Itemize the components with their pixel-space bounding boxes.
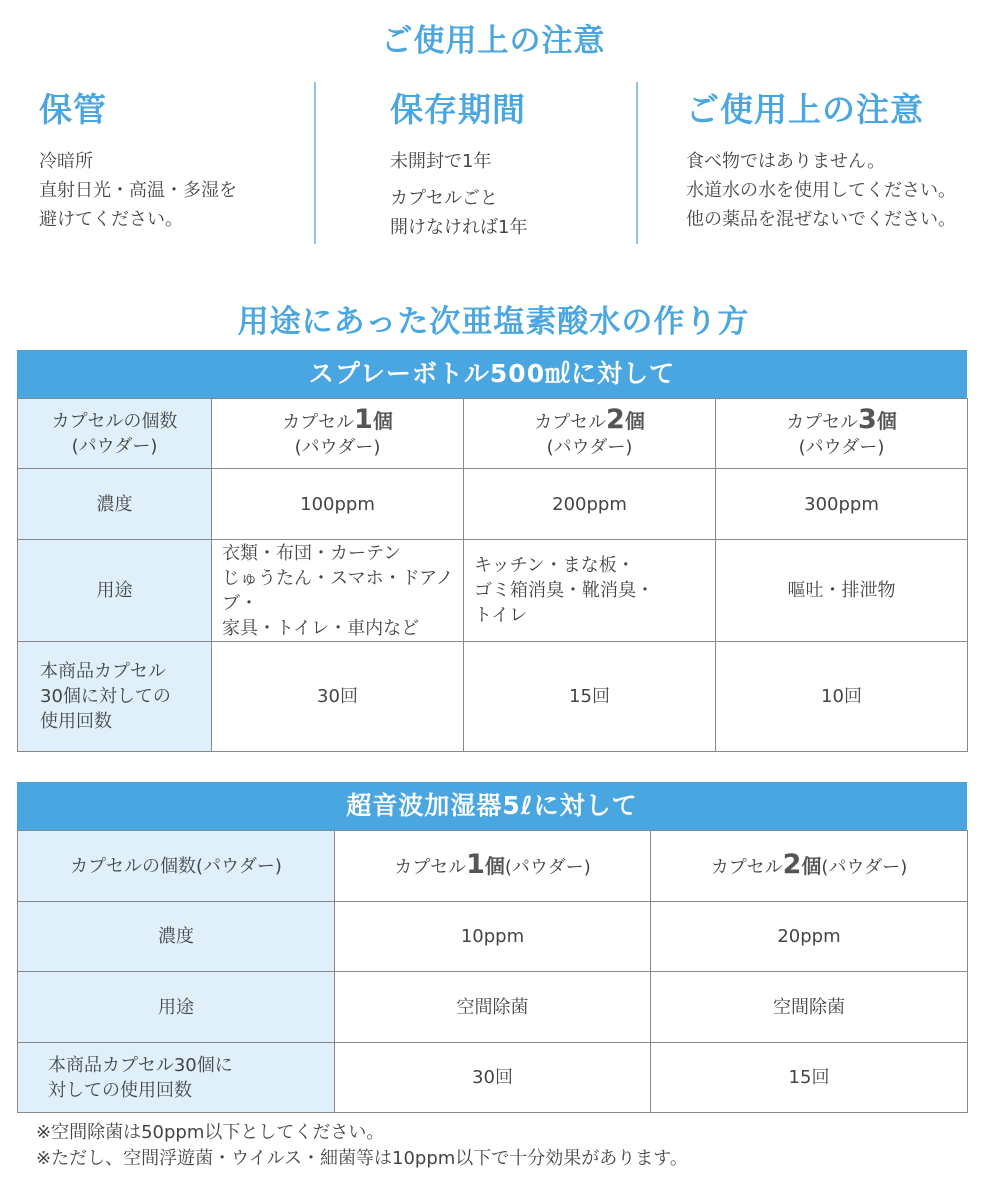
usage-label: 用途 — [18, 972, 335, 1043]
use-count-label — [18, 1043, 335, 1113]
capsule-number: 1 — [354, 404, 373, 435]
cell-text: 衣類・布団・カーテン — [222, 542, 402, 564]
caution-line: 水道水の水を使用してください。 — [686, 180, 956, 201]
cell-text: (パウダー) — [821, 857, 908, 878]
concentration-cell: 10ppm — [335, 902, 651, 972]
storage-line: 避けてください。 — [39, 209, 183, 230]
humidifier-band: 超音波加湿器5ℓに対して — [17, 782, 967, 830]
cell-text: 個 — [624, 409, 645, 433]
table-row — [18, 972, 968, 1043]
humidifier-table — [17, 830, 968, 1113]
shelf-life-column — [390, 84, 620, 249]
capsule-cell — [212, 399, 464, 469]
capsule-cell — [464, 399, 716, 469]
table-row — [18, 399, 968, 469]
shelf-life-line: 未開封で1年 — [390, 151, 492, 172]
capsule-number: 1 — [466, 849, 485, 880]
usage-cell — [464, 540, 716, 642]
column-divider — [636, 82, 638, 244]
capsule-number: 3 — [858, 404, 877, 435]
cell-text: カプセル — [710, 857, 783, 878]
table-row — [18, 902, 968, 972]
concentration-cell: 100ppm — [212, 469, 464, 540]
spray-bottle-table — [17, 398, 968, 752]
footnote: ※ただし、空間浮遊菌・ウイルス・細菌等は10ppm以下で十分効果があります。 — [36, 1148, 688, 1169]
concentration-label: 濃度 — [18, 469, 212, 540]
storage-column — [39, 84, 299, 249]
top-title: ご使用上の注意 — [381, 23, 606, 59]
use-count-cell: 10回 — [716, 642, 968, 752]
label-text: 対しての使用回数 — [48, 1079, 192, 1101]
shelf-life-line: カプセルごと — [390, 188, 498, 209]
caution-column — [686, 84, 982, 249]
table-row — [18, 540, 968, 642]
capsule-count-label: カプセルの個数(パウダー) — [18, 831, 335, 902]
cell-text: 個 — [801, 854, 822, 878]
cell-text: カプセル — [282, 412, 355, 433]
use-count-cell: 15回 — [464, 642, 716, 752]
cell-text: (パウダー) — [798, 437, 885, 458]
footnote: ※空間除菌は50ppm以下としてください。 — [36, 1122, 385, 1143]
table-row — [18, 469, 968, 540]
cell-text: じゅうたん・スマホ・ドアノブ・ — [222, 567, 454, 614]
table-row — [18, 642, 968, 752]
table-row — [18, 831, 968, 902]
cell-text: (パウダー) — [294, 437, 381, 458]
label-text: 本商品カプセル — [40, 661, 166, 682]
label-text: 30個に対しての — [40, 686, 171, 707]
shelf-life-heading: 保存期間 — [390, 90, 526, 129]
concentration-cell: 20ppm — [651, 902, 968, 972]
caution-line: 他の薬品を混ぜないでください。 — [686, 209, 956, 230]
capsule-cell — [335, 831, 651, 902]
caution-line: 食べ物ではありません。 — [686, 151, 886, 172]
storage-heading: 保管 — [39, 90, 107, 129]
storage-line: 直射日光・高温・多湿を — [39, 180, 237, 201]
label-text: (パウダー) — [71, 435, 158, 457]
cell-text: 個 — [372, 409, 393, 433]
label-text: 本商品カプセル30個に — [48, 1054, 233, 1076]
cell-text: (パウダー) — [546, 437, 633, 458]
usage-cell: 空間除菌 — [335, 972, 651, 1043]
use-count-cell: 30回 — [335, 1043, 651, 1113]
shelf-life-line: 開けなければ1年 — [390, 217, 528, 238]
concentration-cell: 200ppm — [464, 469, 716, 540]
usage-cell — [212, 540, 464, 642]
label-text: カプセルの個数 — [51, 410, 178, 432]
capsule-count-label — [18, 399, 212, 469]
column-divider — [314, 82, 316, 244]
capsule-cell — [716, 399, 968, 469]
cell-text: トイレ — [474, 605, 528, 626]
cell-text: カプセル — [786, 412, 859, 433]
cell-text: カプセル — [394, 857, 467, 878]
spray-bottle-band: スプレーボトル500㎖に対して — [17, 350, 967, 398]
capsule-cell — [651, 831, 968, 902]
cell-text: (パウダー) — [504, 857, 591, 878]
usage-cell: 空間除菌 — [651, 972, 968, 1043]
cell-text: ゴミ箱消臭・靴消臭・ — [474, 580, 654, 601]
concentration-label: 濃度 — [18, 902, 335, 972]
cell-text: カプセル — [534, 412, 607, 433]
usage-label: 用途 — [18, 540, 212, 642]
cell-text: 嘔吐・排泄物 — [787, 580, 896, 601]
caution-heading: ご使用上の注意 — [686, 90, 924, 129]
table-row — [18, 1043, 968, 1113]
mid-title: 用途にあった次亜塩素酸水の作り方 — [237, 304, 750, 340]
usage-cell — [716, 540, 968, 642]
use-count-label — [18, 642, 212, 752]
capsule-number: 2 — [606, 404, 625, 435]
label-text: 使用回数 — [40, 711, 112, 732]
cell-text: 個 — [876, 409, 897, 433]
cell-text: 個 — [484, 854, 505, 878]
cell-text: キッチン・まな板・ — [474, 555, 635, 576]
cell-text: 家具・トイレ・車内など — [222, 617, 420, 639]
concentration-cell: 300ppm — [716, 469, 968, 540]
use-count-cell: 30回 — [212, 642, 464, 752]
capsule-number: 2 — [782, 849, 802, 880]
use-count-cell: 15回 — [651, 1043, 968, 1113]
storage-line: 冷暗所 — [39, 151, 93, 172]
